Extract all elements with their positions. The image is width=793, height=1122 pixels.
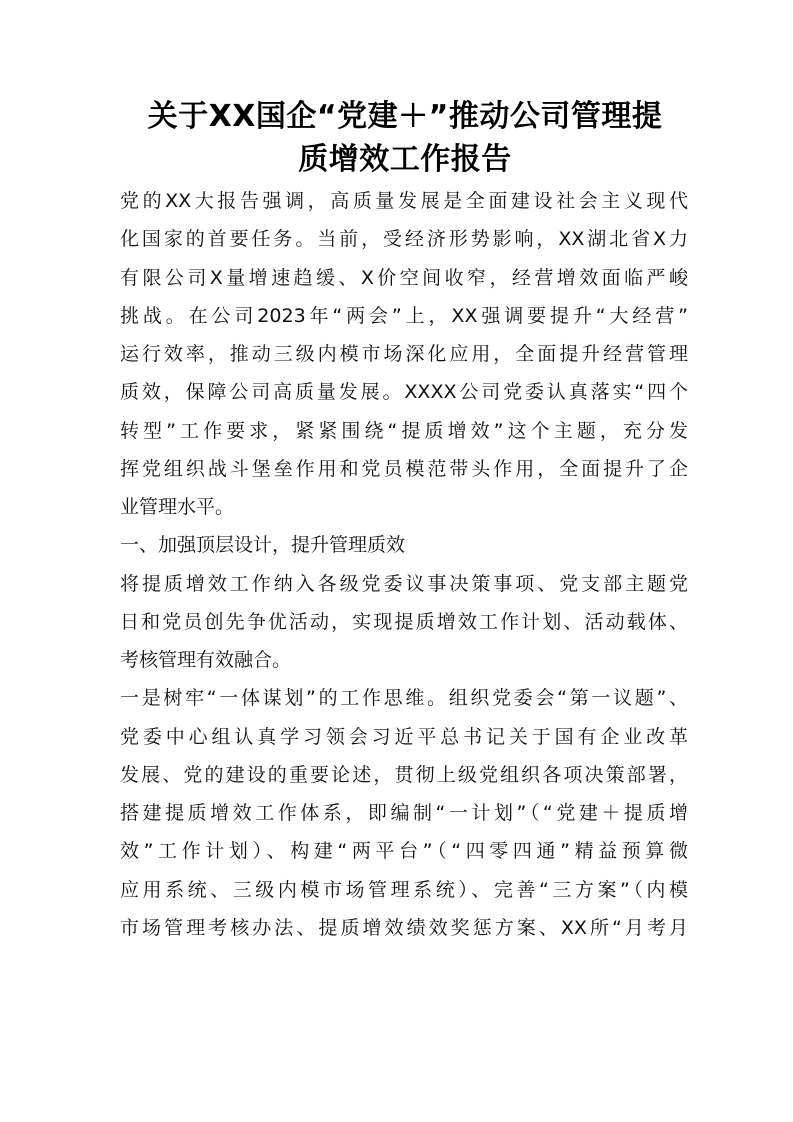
- document-title-line-1: 关于XX国企“党建＋”推动公司管理提: [147, 99, 663, 134]
- body-line: 有限公司X量增速趋缓、X价空间收窄，经营增效面临严峻: [120, 266, 688, 289]
- body-line: 市场管理考核办法、提质增效绩效奖惩方案、XX所“月考月: [120, 916, 688, 939]
- body-line: 业管理水平。: [120, 496, 235, 518]
- body-line: 转型”工作要求，紧紧围绕“提质增效”这个主题，充分发: [120, 419, 688, 442]
- body-line: 运行效率，推动三级内模市场深化应用，全面提升经营管理: [120, 343, 688, 365]
- body-line: 挥党组织战斗堡垒作用和党员模范带头作用，全面提升了企: [120, 457, 688, 480]
- document-title-line-2: 质增效工作报告: [298, 142, 512, 177]
- document-body: [120, 182, 688, 947]
- body-line: 挑战。在公司2023年“两会”上，XX强调要提升“大经营”: [120, 304, 688, 327]
- body-line: 考核管理有效融合。: [120, 649, 292, 671]
- body-line: 效”工作计划）、构建“两平台”（“四零四通”精益预算微: [120, 840, 688, 863]
- body-line: 一、加强顶层设计，提升管理质效: [120, 534, 406, 557]
- body-line: 一是树牢“一体谋划”的工作思维。组织党委会“第一议题”、: [120, 687, 688, 710]
- body-line: 搭建提质增效工作体系，即编制“一计划”（“党建＋提质增: [120, 802, 688, 824]
- body-line: 日和党员创先争优活动，实现提质增效工作计划、活动载体、: [120, 610, 688, 633]
- body-line: 发展、党的建设的重要论述，贯彻上级党组织各项决策部署，: [120, 763, 688, 786]
- body-line: 将提质增效工作纳入各级党委议事决策事项、党支部主题党: [120, 572, 688, 595]
- body-line: 质效，保障公司高质量发展。XXXX公司党委认真落实“四个: [120, 381, 688, 404]
- body-line: 应用系统、三级内模市场管理系统）、完善“三方案”（内模: [120, 878, 688, 901]
- body-line: 化国家的首要任务。当前，受经济形势影响，XX湖北省X力: [120, 228, 688, 251]
- body-line: 党的XX大报告强调，高质量发展是全面建设社会主义现代: [120, 190, 688, 212]
- body-line: 党委中心组认真学习领会习近平总书记关于国有企业改革: [120, 725, 688, 748]
